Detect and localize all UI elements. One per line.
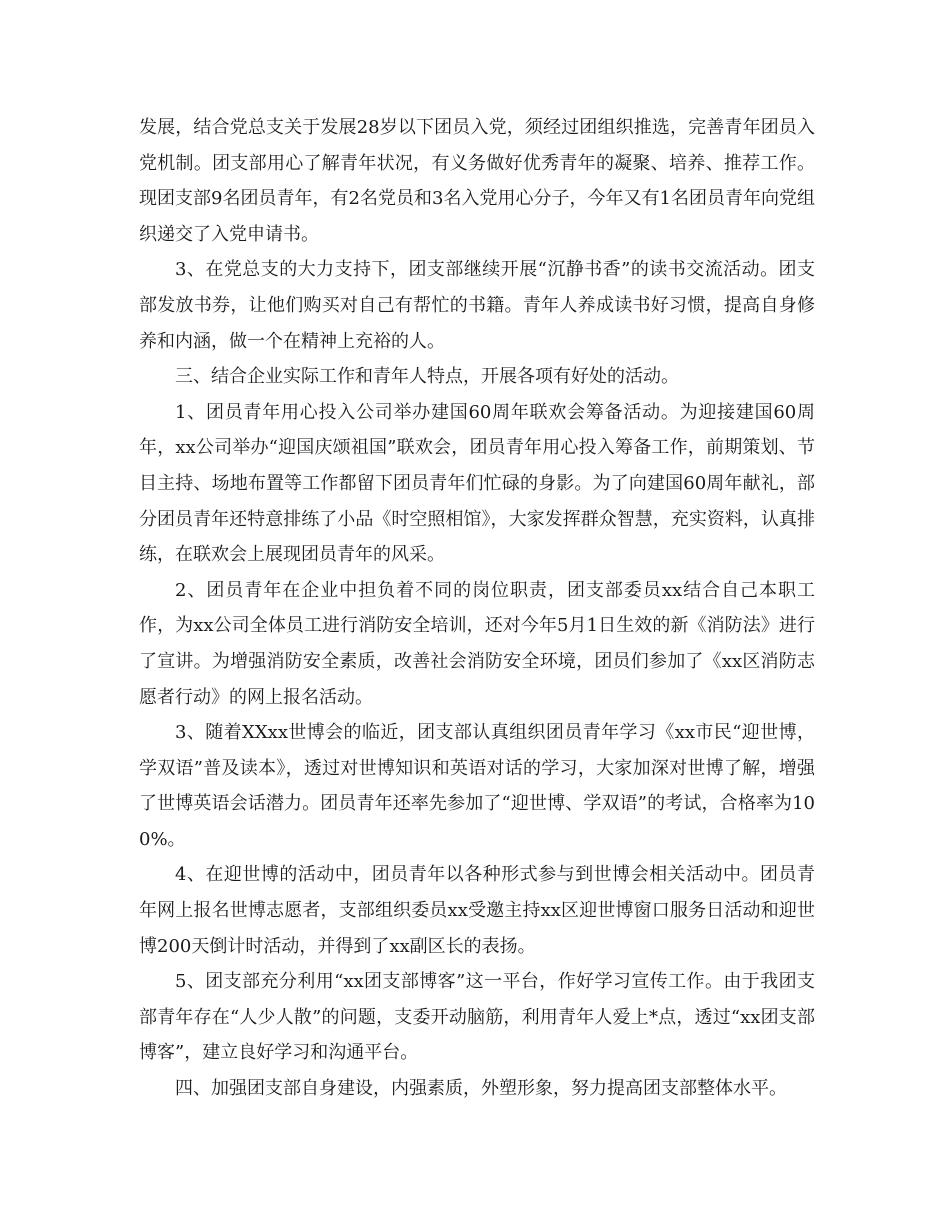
document-body (139, 110, 815, 1107)
paragraph-fire-safety: 2、团员青年在企业中担负着不同的岗位职责，团支部委员xx结合自己本职工作，为xx公司全体员工进行消防安全培训，还对今年5月1日生效的新《消防法》进行了宣讲。为增强消防安全素质，改善社会消防安全环境，团员们参加了《xx区消防志愿者行动》的网上报名活动。 (139, 579, 815, 708)
paragraph-anniversary-gala: 1、团员青年用心投入公司举办建国60周年联欢会筹备活动。为迎接建国60周年，xx公司举办“迎国庆颂祖国”联欢会，团员青年用心投入筹备工作，前期策划、节目主持、场地布置等工作都留下团员青年们忙碌的身影。为了向建国60周年献礼，部分团员青年还特意排练了小品《时空照相馆》，大家发挥群众智慧，充实资料，认真排练，在联欢会上展现团员青年的风采。 (139, 401, 815, 566)
paragraph-expo-volunteers: 4、在迎世博的活动中，团员青年以各种形式参与到世博会相关活动中。团员青年网上报名世博志愿者，支部组织委员xx受邀主持xx区迎世博窗口服务日活动和迎世博200天倒计时活动，并得到了xx副区长的表扬。 (139, 864, 815, 957)
section-heading-three: 三、结合企业实际工作和青年人特点，开展各项有好处的活动。 (175, 366, 679, 388)
paragraph-reading-activity: 3、在党总支的大力支持下，团支部继续开展“沉静书香”的读书交流活动。团支部发放书券，让他们购买对自己有帮忙的书籍。青年人养成读书好习惯，提高自身修养和内涵，做一个在精神上充裕的人。 (139, 259, 815, 352)
paragraph-continuation: 发展，结合党总支关于发展28岁以下团员入党，须经过团组织推选，完善青年团员入党机制。团支部用心了解青年状况，有义务做好优秀青年的凝聚、培养、推荐工作。现团支部9名团员青年，有2名党员和3名入党用心分子，今年又有1名团员青年向党组织递交了入党申请书。 (139, 117, 815, 245)
paragraph-blog-platform: 5、团支部充分利用“xx团支部博客”这一平台，作好学习宣传工作。由于我团支部青年存在“人少人散”的问题，支委开动脑筋，利用青年人爱上*点，透过“xx团支部博客”，建立良好学习和沟通平台。 (139, 971, 815, 1064)
section-heading-four: 四、加强团支部自身建设，内强素质，外塑形象，努力提高团支部整体水平。 (175, 1078, 787, 1100)
paragraph-expo-bilingual: 3、随着XXxx世博会的临近，团支部认真组织团员青年学习《xx市民“迎世博，学双语”普及读本》，透过对世博知识和英语对话的学习，大家加深对世博了解，增强了世博英语会话潜力。团员青年还率先参加了“迎世博、学双语”的考试，合格率为100%。 (139, 722, 815, 850)
